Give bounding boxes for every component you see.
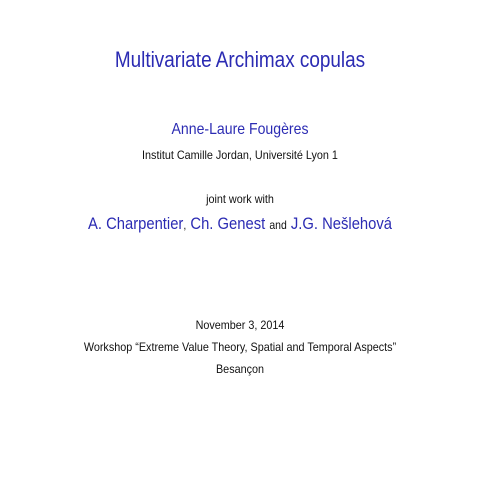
slide-title: Multivariate Archimax copulas bbox=[114, 47, 366, 72]
workshop-name: Workshop “Extreme Value Theory, Spatial and Temporal Aspects” bbox=[83, 340, 397, 354]
workshop-location: Besançon bbox=[215, 362, 265, 376]
coauthors-line bbox=[31, 214, 449, 234]
author-affiliation: Institut Camille Jordan, Université Lyon 1 bbox=[142, 148, 338, 162]
coauthor-and: and bbox=[269, 218, 287, 232]
author-name: Anne-Laure Fougères bbox=[171, 121, 309, 138]
presentation-date: November 3, 2014 bbox=[195, 318, 285, 332]
coauthor-charpentier: A. Charpentier bbox=[87, 214, 184, 233]
coauthor-comma: , bbox=[183, 218, 187, 232]
coauthor-neslehova: J.G. Nešlehová bbox=[290, 214, 393, 233]
coauthor-genest: Ch. Genest bbox=[190, 214, 266, 233]
joint-work-label: joint work with bbox=[206, 192, 274, 206]
